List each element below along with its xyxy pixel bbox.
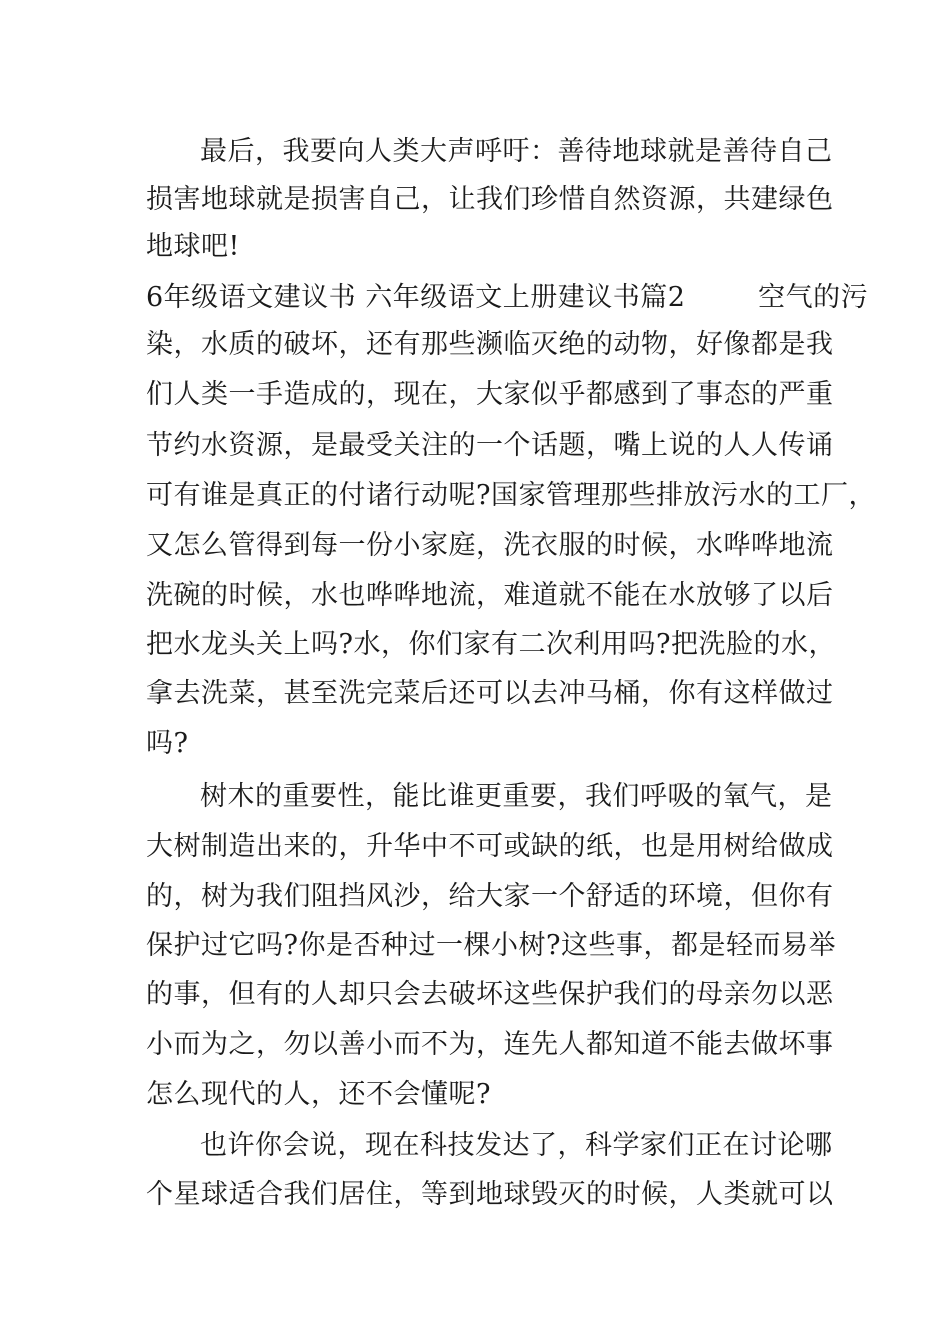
text-line: 洗碗的时候，水也哗哗地流，难道就不能在水放够了以后: [146, 580, 834, 611]
text-line: 树木的重要性，能比谁更重要，我们呼吸的氧气，是: [200, 781, 833, 812]
text-line: 怎么现代的人，还不会懂呢?: [146, 1079, 491, 1110]
text-line: 地球吧!: [146, 231, 240, 262]
text-line: 拿去洗菜，甚至洗完菜后还可以去冲马桶，你有这样做过: [146, 678, 834, 709]
text-line: 又怎么管得到每一份小家庭，洗衣服的时候，水哗哗地流: [146, 530, 834, 561]
text-line: 吗?: [146, 728, 189, 759]
text-line: 大树制造出来的，升华中不可或缺的纸，也是用树给做成: [146, 831, 834, 862]
text-line: 可有谁是真正的付诸行动呢?国家管理那些排放污水的工厂，: [146, 480, 876, 511]
text-line: 的，树为我们阻挡风沙，给大家一个舒适的环境，但你有: [146, 881, 834, 912]
text-line: 保护过它吗?你是否种过一棵小树?这些事，都是轻而易举: [146, 930, 836, 961]
text-line: 的事，但有的人却只会去破坏这些保护我们的母亲勿以恶: [146, 979, 834, 1010]
text-line: 损害地球就是损害自己，让我们珍惜自然资源，共建绿色: [146, 184, 834, 215]
text-line: 最后，我要向人类大声呼吁：善待地球就是善待自己: [200, 136, 833, 167]
text-line: 个星球适合我们居住，等到地球毁灭的时候，人类就可以: [146, 1179, 834, 1210]
text-line: 也许你会说，现在科技发达了，科学家们正在讨论哪: [200, 1130, 833, 1161]
text-line: 小而为之，勿以善小而不为，连先人都知道不能去做坏事: [146, 1029, 834, 1060]
text-line: 节约水资源，是最受关注的一个话题，嘴上说的人人传诵: [146, 430, 834, 461]
text-line: 把水龙头关上吗?水，你们家有二次利用吗?把洗脸的水，: [146, 629, 836, 660]
text-line: 染，水质的破坏，还有那些濒临灭绝的动物，好像都是我: [146, 329, 834, 360]
text-line: 们人类一手造成的，现在，大家似乎都感到了事态的严重: [146, 379, 834, 410]
text-line-heading: 6年级语文建议书 六年级语文上册建议书篇2 空气的污: [146, 282, 869, 313]
